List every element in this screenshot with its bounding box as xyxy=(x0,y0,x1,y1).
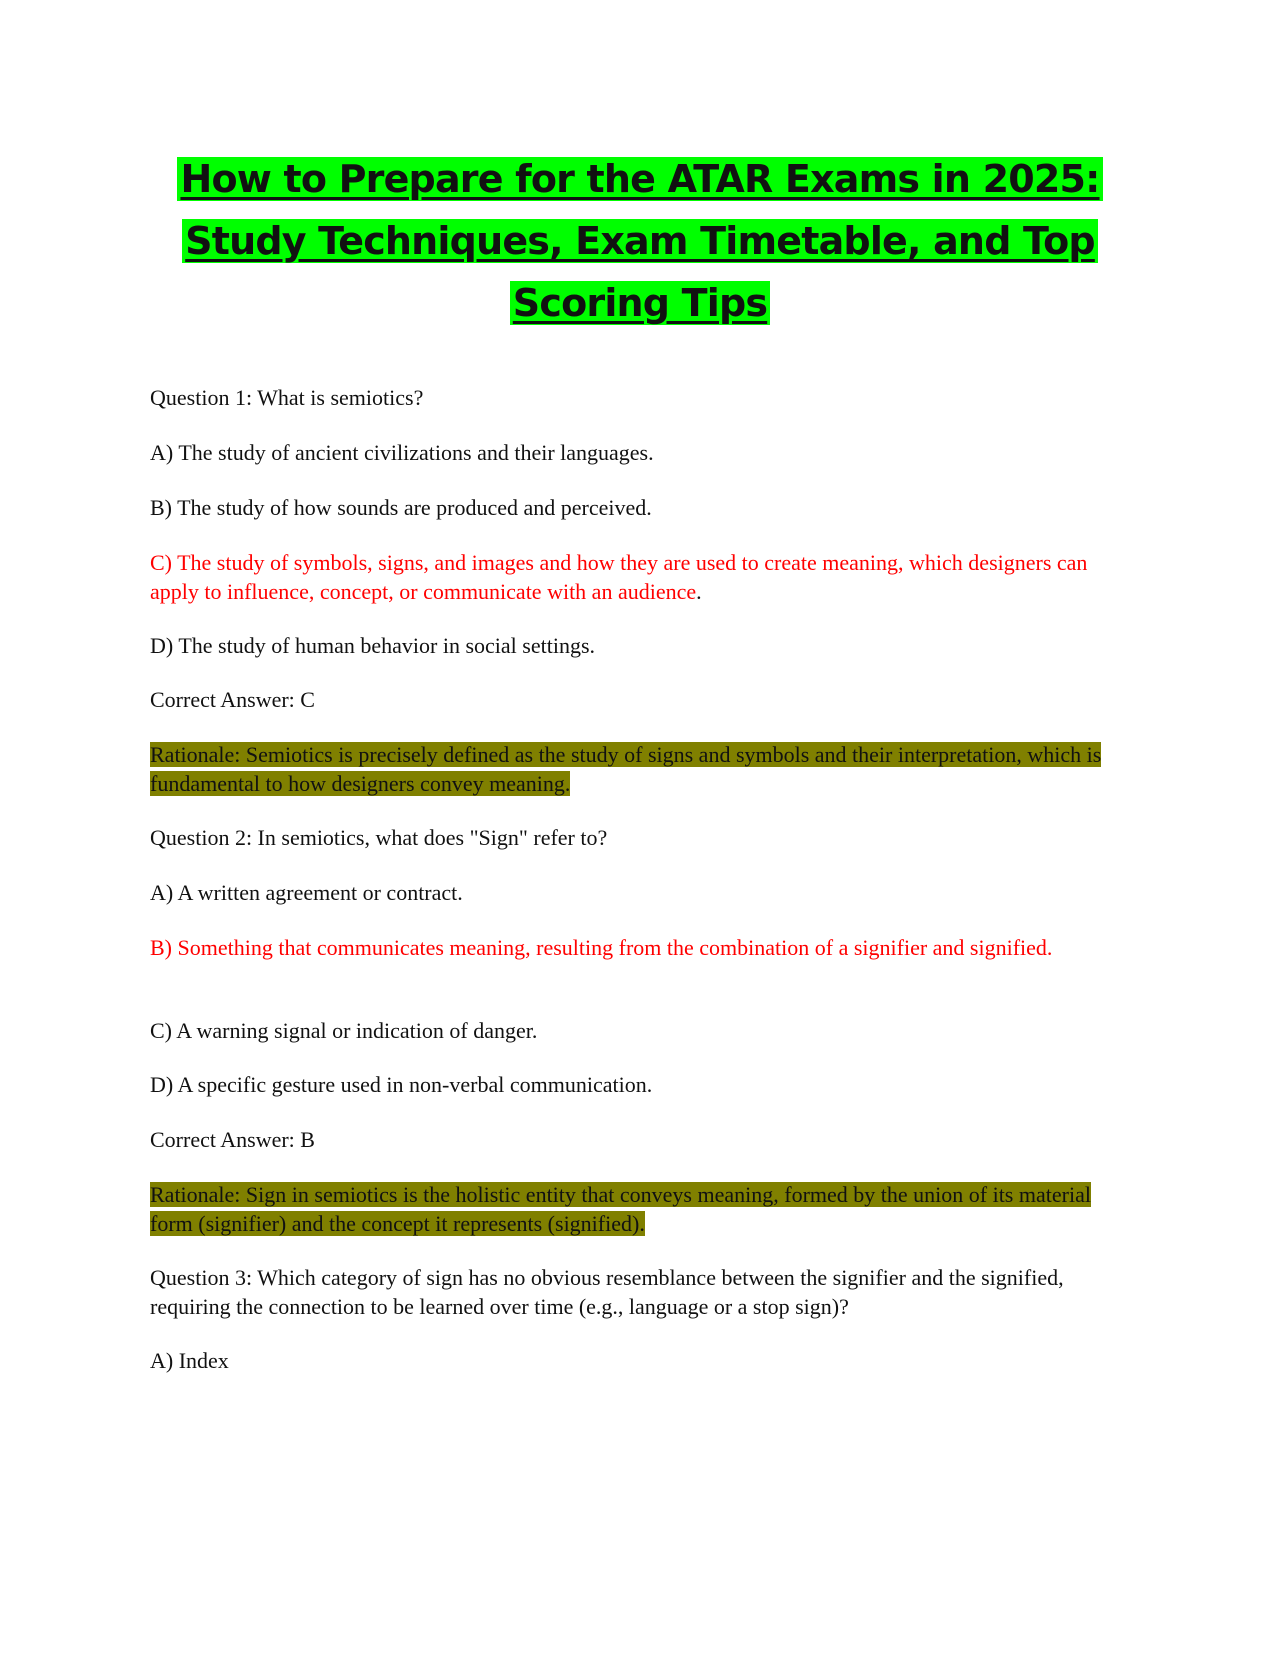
title-line-1: How to Prepare for the ATAR Exams in 2025: xyxy=(177,157,1102,201)
q1-rationale: Rationale: Semiotics is precisely defined as the study of signs and symbols and their interpretation, which is fundamental to how designers convey meaning. xyxy=(150,742,1102,796)
q1-option-c-text: C) The study of symbols, signs, and images and how they are used to create meaning, which designers can apply to influence, concept, or communicate with an audience xyxy=(150,550,1088,604)
question-1: Question 1: What is semiotics? xyxy=(150,385,424,410)
q1-option-b: B) The study of how sounds are produced and perceived. xyxy=(150,495,652,520)
q2-correct-answer: Correct Answer: B xyxy=(150,1127,315,1152)
question-2: Question 2: In semiotics, what does "Sign" refer to? xyxy=(150,825,608,850)
q1-option-a: A) The study of ancient civilizations and their languages. xyxy=(150,440,654,465)
q2-rationale-block xyxy=(150,1180,1130,1238)
title-line-2: Study Techniques, Exam Timetable, and Top xyxy=(182,219,1098,263)
q2-option-d: D) A specific gesture used in non-verbal communication. xyxy=(150,1072,653,1097)
q2-option-b: B) Something that communicates meaning, resulting from the combination of a signifier and signified. xyxy=(150,935,1053,960)
q2-option-a: A) A written agreement or contract. xyxy=(150,880,463,905)
q1-option-c xyxy=(150,548,1130,606)
q1-correct-answer: Correct Answer: C xyxy=(150,687,315,712)
q2-rationale: Rationale: Sign in semiotics is the holistic entity that conveys meaning, formed by the union of its material form (signifier) and the concept it represents (signified). xyxy=(150,1182,1091,1236)
q1-rationale-block xyxy=(150,740,1130,798)
q2-option-c: C) A warning signal or indication of danger. xyxy=(150,1018,538,1043)
title-line-3: Scoring Tips xyxy=(510,281,770,325)
q3-option-a: A) Index xyxy=(150,1348,229,1373)
q1-option-d: D) The study of human behavior in social settings. xyxy=(150,633,596,658)
document-title xyxy=(150,148,1130,334)
question-3: Question 3: Which category of sign has no obvious resemblance between the signifier and the signified, requiring the connection to be learned over time (e.g., language or a stop sign)? xyxy=(150,1265,1064,1319)
q1-option-c-period: . xyxy=(696,579,702,604)
